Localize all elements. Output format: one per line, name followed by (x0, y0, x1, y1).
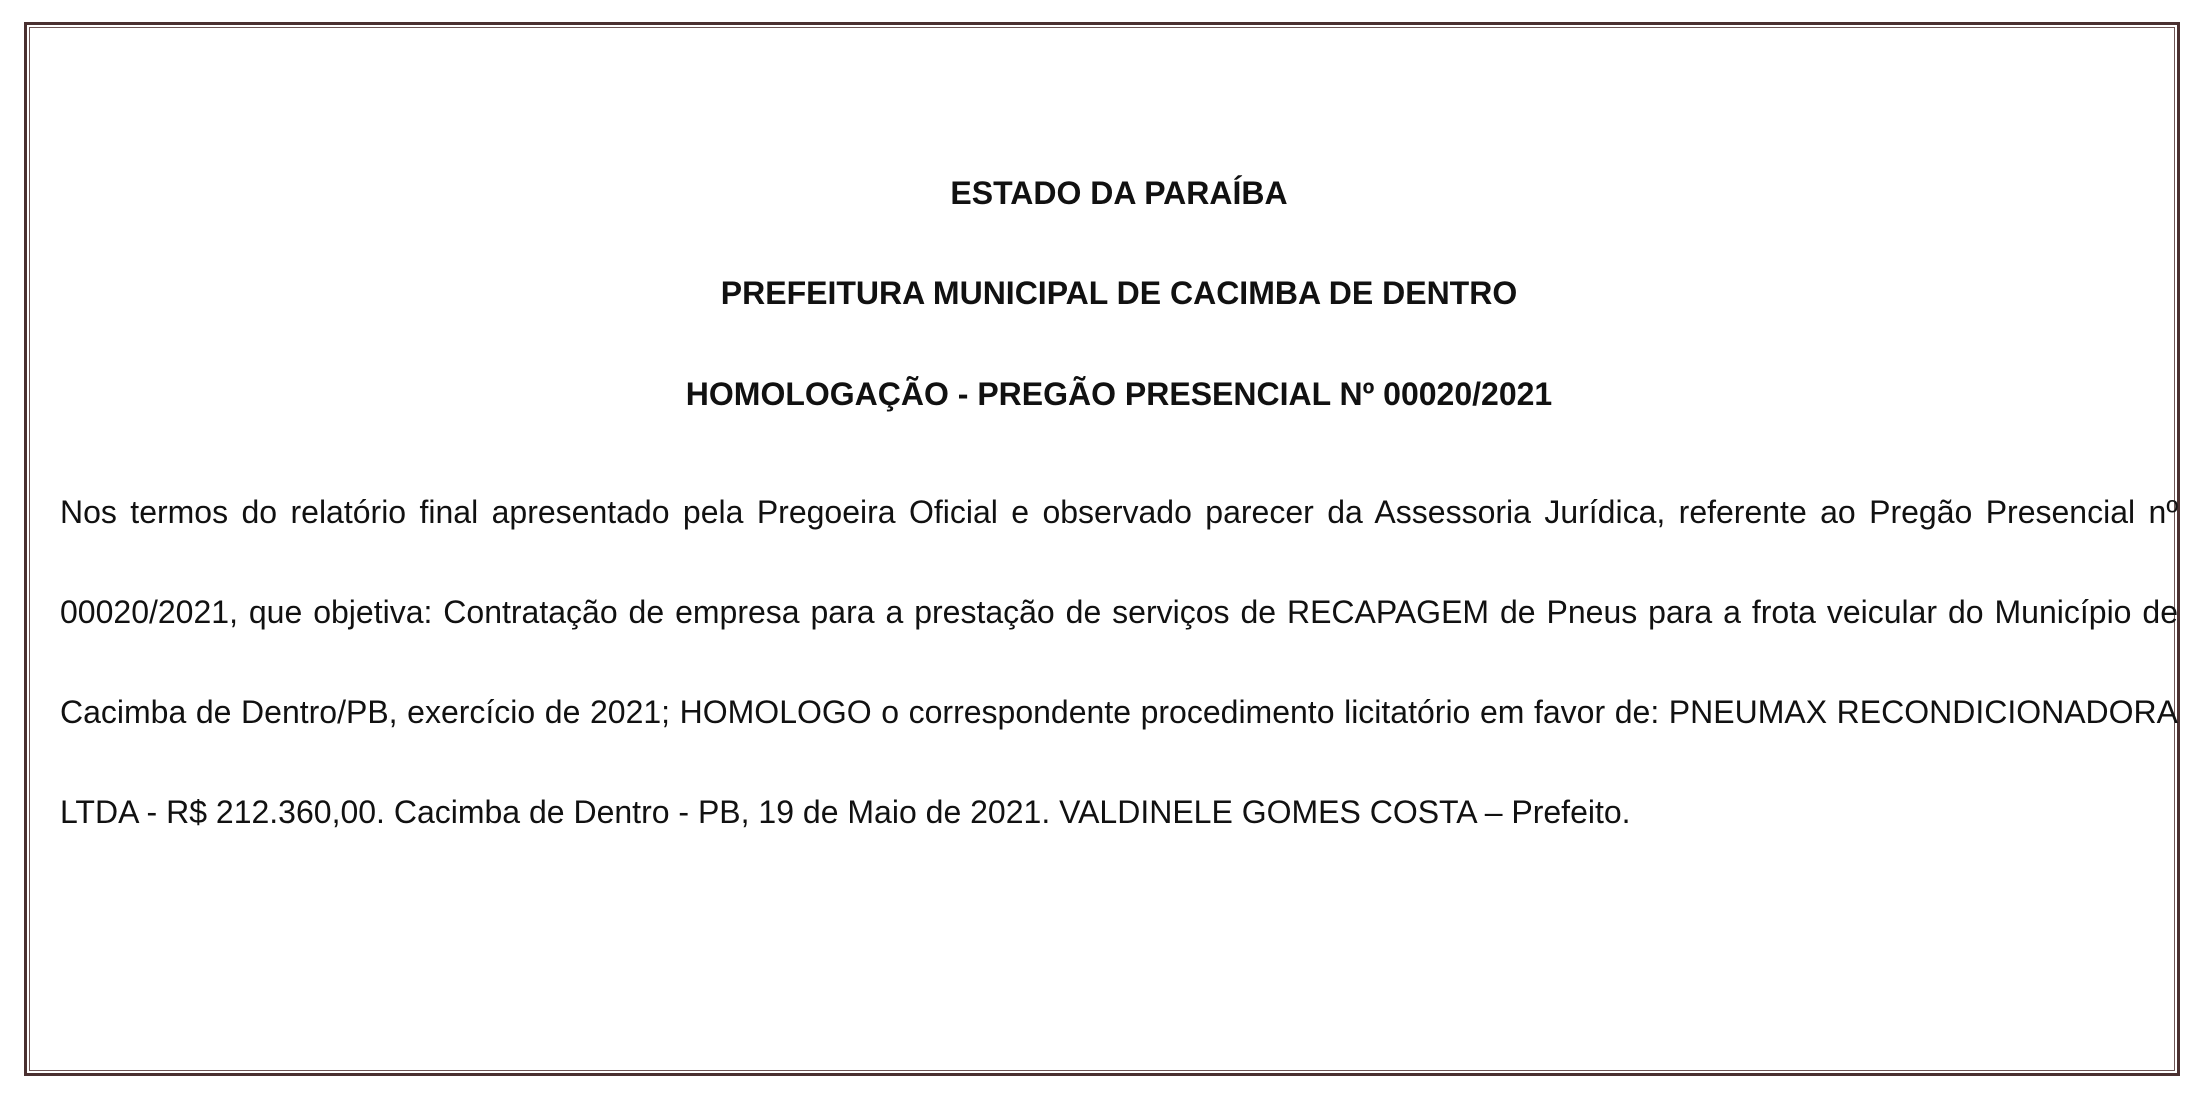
state-heading: ESTADO DA PARAÍBA (950, 175, 1288, 211)
document-frame (24, 22, 2180, 1076)
homologation-title: HOMOLOGAÇÃO - PREGÃO PRESENCIAL Nº 00020/2021 (685, 376, 1553, 412)
municipality-heading: PREFEITURA MUNICIPAL DE CACIMBA DE DENTRO (720, 275, 1518, 311)
homologation-body: Nos termos do relatório final apresentado pela Pregoeira Oficial e observado parecer da Assessoria Jurídica, referente ao Pregão Presencial nº 00020/2021, que objetiva: Contratação de empresa para a prestação de serviços de RECAPAGEM de Pneus para a frota veicular do Município de Cacimba de Dentro/PB, exercício de 2021; HOMOLOGO o correspondente procedimento licitatório em favor de: PNEUMAX RECONDICIONADORA LTDA - R$ 212.360,00. Cacimba de Dentro - PB, 19 de Maio de 2021. VALDINELE GOMES COSTA – Prefeito. (60, 494, 2178, 830)
